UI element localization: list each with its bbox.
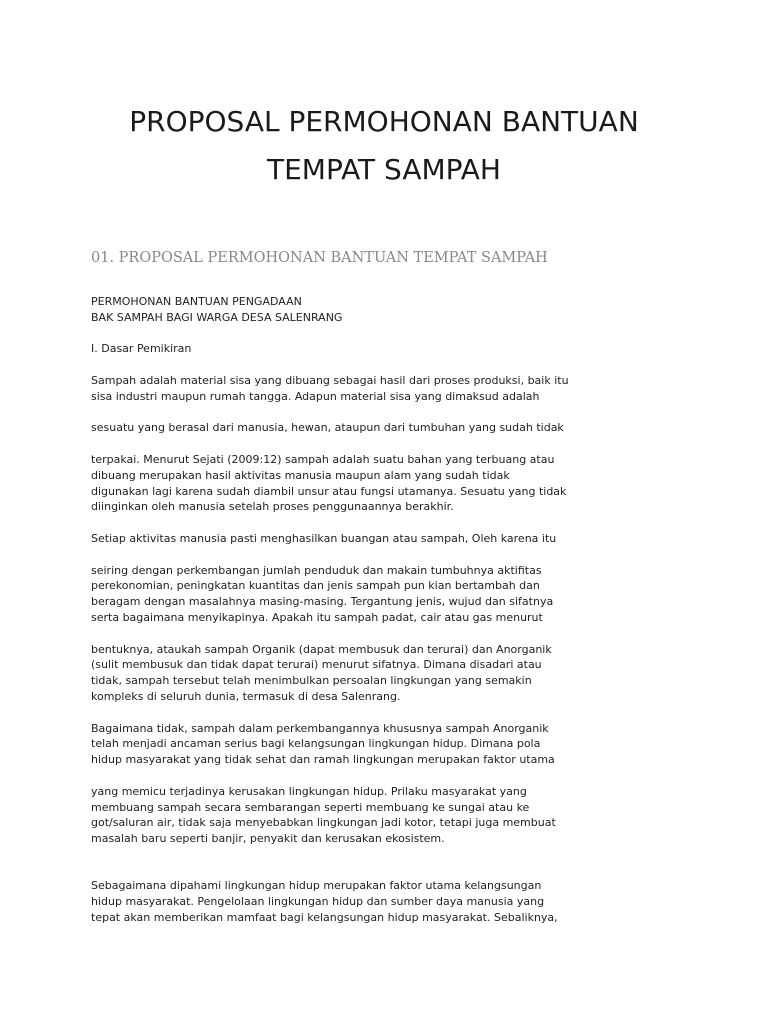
text-line: Setiap aktivitas manusia pasti menghasilkan buangan atau sampah, Oleh karena itu [91, 531, 557, 545]
document-body [91, 294, 569, 926]
text-line: diinginkan oleh manusia setelah proses penggunaannya berakhir. [91, 500, 454, 514]
text-line: Bagaimana tidak, sampah dalam perkembangannya khususnya sampah Anorganik [91, 721, 549, 735]
title-line-2: TEMPAT SAMPAH [267, 153, 501, 186]
text-line: I. Dasar Pemikiran [91, 342, 192, 356]
text-line [91, 405, 561, 421]
section-heading: 01. PROPOSAL PERMOHONAN BANTUAN TEMPAT SAMPAH [91, 250, 548, 266]
text-line: kompleks di seluruh dunia, termasuk di desa Salenrang. [91, 689, 401, 703]
text-line [91, 847, 561, 863]
text-line [91, 436, 561, 452]
text-line [91, 768, 561, 784]
text-line: digunakan lagi karena sudah diambil unsur atau fungsi utamanya. Sesuatu yang tidak [91, 484, 567, 498]
text-line: sisa industri maupun rumah tangga. Adapun material sisa yang dimaksud adalah [91, 389, 540, 403]
text-line: Sebagaimana dipahami lingkungan hidup merupakan faktor utama kelangsungan [91, 879, 542, 893]
text-line [91, 547, 561, 563]
text-line: (sulit membusuk dan tidak dapat terurai) menurut sifatnya. Dimana disadari atau [91, 658, 542, 672]
document-title [0, 98, 768, 194]
text-line: yang memicu terjadinya kerusakan lingkungan hidup. Prilaku masyarakat yang [91, 784, 527, 798]
text-line: got/saluran air, tidak saja menyebabkan lingkungan jadi kotor, tetapi juga membuat [91, 816, 556, 830]
text-line: beragam dengan masalahnya masing-masing. Tergantung jenis, wujud dan sifatnya [91, 595, 554, 609]
text-line [91, 515, 561, 531]
text-line [91, 357, 561, 373]
text-line: bentuknya, ataukah sampah Organik (dapat membusuk dan terurai) dan Anorganik [91, 642, 552, 656]
text-line: terpakai. Menurut Sejati (2009:12) sampah adalah suatu bahan yang terbuang atau [91, 452, 555, 466]
text-line: dibuang merupakan hasil aktivitas manusia maupun alam yang sudah tidak [91, 468, 510, 482]
text-line: telah menjadi ancaman serius bagi kelangsungan lingkungan hidup. Dimana pola [91, 737, 541, 751]
text-line: hidup masyarakat yang tidak sehat dan ramah lingkungan merupakan faktor utama [91, 753, 555, 767]
text-line: hidup masyarakat. Pengelolaan lingkungan hidup dan sumber daya manusia yang [91, 895, 545, 909]
text-line: perekonomian, peningkatan kuantitas dan jenis sampah pun kian bertambah dan [91, 579, 540, 593]
title-line-1: PROPOSAL PERMOHONAN BANTUAN [129, 105, 639, 138]
text-line [91, 863, 561, 879]
text-line: Sampah adalah material sisa yang dibuang sebagai hasil dari proses produksi, baik itu [91, 373, 569, 387]
text-line [91, 626, 561, 642]
text-line: tepat akan memberikan mamfaat bagi kelangsungan hidup masyarakat. Sebaliknya, [91, 911, 558, 925]
text-line: seiring dengan perkembangan jumlah penduduk dan makain tumbuhnya aktifitas [91, 563, 542, 577]
text-line [91, 326, 561, 342]
text-line: serta bagaimana menyikapinya. Apakah itu sampah padat, cair atau gas menurut [91, 610, 543, 624]
text-line [91, 705, 561, 721]
text-line: masalah baru seperti banjir, penyakit dan kerusakan ekosistem. [91, 832, 445, 846]
text-line: membuang sampah secara sembarangan seperti membuang ke sungai atau ke [91, 800, 530, 814]
text-line: PERMOHONAN BANTUAN PENGADAAN [91, 295, 302, 308]
text-line: sesuatu yang berasal dari manusia, hewan, ataupun dari tumbuhan yang sudah tidak [91, 421, 564, 435]
text-line: BAK SAMPAH BAGI WARGA DESA SALENRANG [91, 310, 343, 324]
text-line: tidak, sampah tersebut telah menimbulkan persoalan lingkungan yang semakin [91, 674, 532, 688]
